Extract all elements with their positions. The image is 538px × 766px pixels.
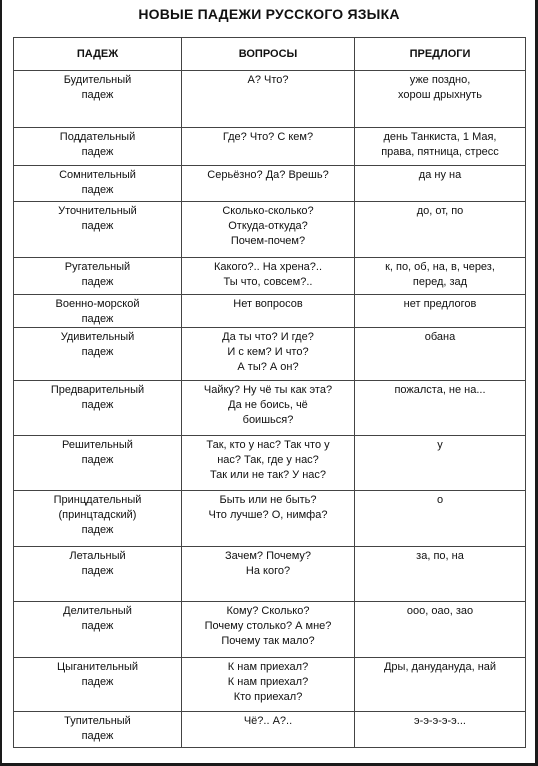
cell-line: Быть или не быть? (219, 494, 317, 506)
cell-line: Зачем? Почему? (224, 550, 312, 562)
cell-line: И с кем? И что? (227, 346, 309, 358)
cell-line: А? Что? (247, 74, 289, 86)
case-cell (14, 602, 182, 658)
prepositions-cell (355, 658, 526, 712)
prepositions-cell (355, 295, 526, 328)
case-cell (14, 71, 182, 128)
cell-line: падеж (81, 676, 114, 688)
cell-line: (принцтадский) (58, 509, 137, 521)
questions-cell (182, 166, 355, 202)
table-row (14, 658, 526, 712)
cell-line: Чайку? Ну чё ты как эта? (203, 384, 333, 396)
cell-line: у (437, 439, 443, 451)
prepositions-cell (355, 602, 526, 658)
cell-line: боишься? (242, 414, 294, 426)
cell-line: Принцдательный (53, 494, 142, 506)
cell-line: Кому? Сколько? (226, 605, 310, 617)
prepositions-cell (355, 547, 526, 602)
cell-line: Нет вопросов (233, 298, 303, 310)
cases-table (13, 37, 526, 748)
cell-line: падеж (81, 454, 114, 466)
cell-line: хорош дрыхнуть (398, 89, 482, 101)
cell-line: Почему так мало? (221, 635, 315, 647)
cell-line: Удивительный (60, 331, 135, 343)
cell-line: падеж (81, 730, 114, 742)
table-row (14, 166, 526, 202)
prepositions-cell (355, 381, 526, 436)
table-row (14, 128, 526, 166)
cell-line: Уточнительный (58, 205, 137, 217)
table-row (14, 547, 526, 602)
cell-line: нас? Так, где у нас? (217, 454, 319, 466)
cell-line: Тупительный (64, 715, 131, 727)
questions-cell (182, 602, 355, 658)
prepositions-cell (355, 202, 526, 258)
table-row (14, 602, 526, 658)
questions-cell (182, 295, 355, 328)
table-row (14, 258, 526, 295)
case-cell (14, 128, 182, 166)
questions-cell (182, 658, 355, 712)
cell-line: Что лучше? О, нимфа? (208, 509, 328, 521)
table-row (14, 381, 526, 436)
header-questions: ВОПРОСЫ (182, 38, 355, 71)
prepositions-cell (355, 166, 526, 202)
cell-line: обана (424, 331, 456, 343)
page-title: НОВЫЕ ПАДЕЖИ РУССКОГО ЯЗЫКА (138, 6, 400, 22)
cell-line: Да не боись, чё (228, 399, 308, 411)
cell-line: падеж (81, 276, 114, 288)
cell-line: Кто приехал? (233, 691, 303, 703)
cell-line: Предварительный (50, 384, 145, 396)
cell-line: Сколько-сколько? (222, 205, 314, 217)
cell-line: э-э-э-э-э... (414, 715, 466, 727)
cell-line: да ну на (418, 169, 462, 181)
header-row (14, 38, 526, 71)
prepositions-cell (355, 128, 526, 166)
cell-line: пожалста, не на... (394, 384, 486, 396)
cell-line: Где? Что? С кем? (222, 131, 314, 143)
cell-line: перед, зад (412, 276, 468, 288)
case-cell (14, 712, 182, 748)
case-cell (14, 202, 182, 258)
case-cell (14, 381, 182, 436)
cell-line: Так, кто у нас? Так что у (206, 439, 330, 451)
cell-line: Серьёзно? Да? Врешь? (207, 169, 329, 181)
cell-line: Да ты что? И где? (222, 331, 314, 343)
cell-line: Откуда-откуда? (228, 220, 308, 232)
case-cell (14, 295, 182, 328)
cell-line: падеж (81, 524, 114, 536)
cell-line: Поддательный (59, 131, 136, 143)
questions-cell (182, 258, 355, 295)
cell-line: Ругательный (64, 261, 131, 273)
cell-line: Будительный (63, 74, 132, 86)
cell-line: падеж (81, 399, 114, 411)
cell-line: падеж (81, 346, 114, 358)
questions-cell (182, 71, 355, 128)
cell-line: Делительный (63, 605, 132, 617)
table-row (14, 202, 526, 258)
cell-line: падеж (81, 565, 114, 577)
table-row (14, 71, 526, 128)
cell-line: Военно-морской (55, 298, 140, 310)
table-row (14, 436, 526, 491)
cell-line: Дры, данудануда, най (383, 661, 497, 673)
case-cell (14, 166, 182, 202)
case-cell (14, 491, 182, 547)
prepositions-cell (355, 491, 526, 547)
cell-line: падеж (81, 220, 114, 232)
table-row (14, 491, 526, 547)
questions-cell (182, 712, 355, 748)
case-cell (14, 328, 182, 381)
cell-line: падеж (81, 184, 114, 196)
cell-line: К нам приехал? (227, 676, 309, 688)
table-row (14, 712, 526, 748)
cell-line: К нам приехал? (227, 661, 309, 673)
cell-line: за, по, на (416, 550, 464, 562)
prepositions-cell (355, 258, 526, 295)
prepositions-cell (355, 436, 526, 491)
cell-line: Почему столько? А мне? (204, 620, 332, 632)
cell-line: день Танкиста, 1 Мая, (383, 131, 497, 143)
questions-cell (182, 202, 355, 258)
cell-line: права, пятница, стресс (381, 146, 499, 158)
cell-line: до, от, по (416, 205, 464, 217)
prepositions-cell (355, 328, 526, 381)
case-cell (14, 547, 182, 602)
cell-line: падеж (81, 313, 114, 325)
case-cell (14, 258, 182, 295)
cell-line: нет предлогов (403, 298, 477, 310)
cell-line: Летальный (69, 550, 126, 562)
header-prepositions: ПРЕДЛОГИ (355, 38, 526, 71)
case-cell (14, 436, 182, 491)
cell-line: Сомнительный (59, 169, 136, 181)
cell-line: Какого?.. На хрена?.. (213, 261, 323, 273)
questions-cell (182, 328, 355, 381)
cell-line: падеж (81, 89, 114, 101)
cell-line: падеж (81, 620, 114, 632)
questions-cell (182, 491, 355, 547)
cell-line: Чё?.. А?.. (243, 715, 293, 727)
cell-line: падеж (81, 146, 114, 158)
questions-cell (182, 128, 355, 166)
cell-line: Так или не так? У нас? (209, 469, 327, 481)
prepositions-cell (355, 71, 526, 128)
cell-line: к, по, об, на, в, через, (385, 261, 495, 273)
table-row (14, 295, 526, 328)
cell-line: Ты что, совсем?.. (223, 276, 313, 288)
questions-cell (182, 381, 355, 436)
cell-line: А ты? А он? (237, 361, 299, 373)
cell-line: о (436, 494, 444, 506)
questions-cell (182, 547, 355, 602)
cell-line: уже поздно, (409, 74, 471, 86)
case-cell (14, 658, 182, 712)
cell-line: Почем-почем? (230, 235, 306, 247)
cell-line: ооо, оао, зао (406, 605, 474, 617)
prepositions-cell (355, 712, 526, 748)
cell-line: Цыганительный (56, 661, 139, 673)
header-case: ПАДЕЖ (14, 38, 182, 71)
questions-cell (182, 436, 355, 491)
cell-line: Решительный (62, 439, 133, 451)
cell-line: На кого? (245, 565, 291, 577)
table-row (14, 328, 526, 381)
